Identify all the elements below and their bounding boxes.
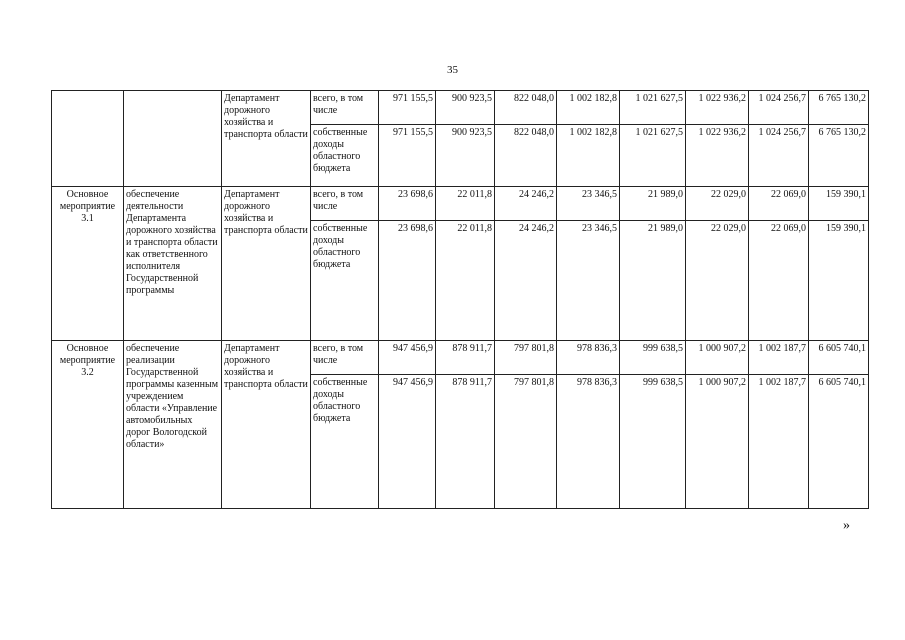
budget-table xyxy=(51,90,869,509)
value-cell: 22 011,8 xyxy=(436,187,495,221)
funding-source-cell: собственные доходы областного бюджета xyxy=(311,125,379,187)
value-cell: 6 605 740,1 xyxy=(809,375,869,509)
value-cell: 6 765 130,2 xyxy=(809,91,869,125)
value-cell: 1 002 182,8 xyxy=(557,125,620,187)
value-cell: 1 021 627,5 xyxy=(620,125,686,187)
executor-cell: Департамент дорожного хозяйства и транспорта области xyxy=(222,187,311,341)
table-row xyxy=(52,341,869,375)
value-cell: 878 911,7 xyxy=(436,341,495,375)
funding-source-cell: всего, в том числе xyxy=(311,187,379,221)
value-cell: 1 000 907,2 xyxy=(686,341,749,375)
value-cell: 1 002 182,8 xyxy=(557,91,620,125)
measure-cell xyxy=(52,91,124,187)
value-cell: 999 638,5 xyxy=(620,341,686,375)
closing-quote: » xyxy=(843,518,850,533)
value-cell: 23 346,5 xyxy=(557,221,620,341)
value-cell: 900 923,5 xyxy=(436,125,495,187)
value-cell: 971 155,5 xyxy=(379,91,436,125)
funding-source-cell: всего, в том числе xyxy=(311,341,379,375)
value-cell: 999 638,5 xyxy=(620,375,686,509)
value-cell: 947 456,9 xyxy=(379,341,436,375)
value-cell: 24 246,2 xyxy=(495,221,557,341)
value-cell: 159 390,1 xyxy=(809,187,869,221)
value-cell: 1 022 936,2 xyxy=(686,91,749,125)
executor-cell: Департамент дорожного хозяйства и транспорта области xyxy=(222,341,311,509)
measure-cell: Основное мероприятие 3.2 xyxy=(52,341,124,509)
value-cell: 21 989,0 xyxy=(620,221,686,341)
value-cell: 978 836,3 xyxy=(557,341,620,375)
value-cell: 1 002 187,7 xyxy=(749,341,809,375)
executor-cell: Департамент дорожного хозяйства и транспорта области xyxy=(222,91,311,187)
value-cell: 1 021 627,5 xyxy=(620,91,686,125)
value-cell: 22 029,0 xyxy=(686,221,749,341)
value-cell: 1 024 256,7 xyxy=(749,125,809,187)
value-cell: 21 989,0 xyxy=(620,187,686,221)
value-cell: 878 911,7 xyxy=(436,375,495,509)
value-cell: 797 801,8 xyxy=(495,375,557,509)
value-cell: 159 390,1 xyxy=(809,221,869,341)
value-cell: 22 069,0 xyxy=(749,187,809,221)
value-cell: 23 698,6 xyxy=(379,187,436,221)
page-number: 35 xyxy=(447,64,458,76)
funding-source-cell: всего, в том числе xyxy=(311,91,379,125)
value-cell: 24 246,2 xyxy=(495,187,557,221)
value-cell: 797 801,8 xyxy=(495,341,557,375)
value-cell: 6 765 130,2 xyxy=(809,125,869,187)
description-cell: обеспечение реализации Государственной программы казенным учреждением области «Управление автомобильных дорог Вологодской области» xyxy=(124,341,222,509)
value-cell: 1 002 187,7 xyxy=(749,375,809,509)
value-cell: 822 048,0 xyxy=(495,91,557,125)
value-cell: 1 024 256,7 xyxy=(749,91,809,125)
value-cell: 6 605 740,1 xyxy=(809,341,869,375)
value-cell: 22 011,8 xyxy=(436,221,495,341)
value-cell: 1 022 936,2 xyxy=(686,125,749,187)
funding-source-cell: собственные доходы областного бюджета xyxy=(311,221,379,341)
value-cell: 947 456,9 xyxy=(379,375,436,509)
value-cell: 978 836,3 xyxy=(557,375,620,509)
funding-source-cell: собственные доходы областного бюджета xyxy=(311,375,379,509)
value-cell: 1 000 907,2 xyxy=(686,375,749,509)
value-cell: 23 698,6 xyxy=(379,221,436,341)
value-cell: 900 923,5 xyxy=(436,91,495,125)
measure-cell: Основное мероприятие 3.1 xyxy=(52,187,124,341)
description-cell: обеспечение деятельности Департамента дорожного хозяйства и транспорта области как ответственного исполнителя Государственной программы xyxy=(124,187,222,341)
table-row xyxy=(52,187,869,221)
table-row xyxy=(52,91,869,125)
value-cell: 22 069,0 xyxy=(749,221,809,341)
value-cell: 822 048,0 xyxy=(495,125,557,187)
description-cell xyxy=(124,91,222,187)
value-cell: 23 346,5 xyxy=(557,187,620,221)
value-cell: 971 155,5 xyxy=(379,125,436,187)
value-cell: 22 029,0 xyxy=(686,187,749,221)
